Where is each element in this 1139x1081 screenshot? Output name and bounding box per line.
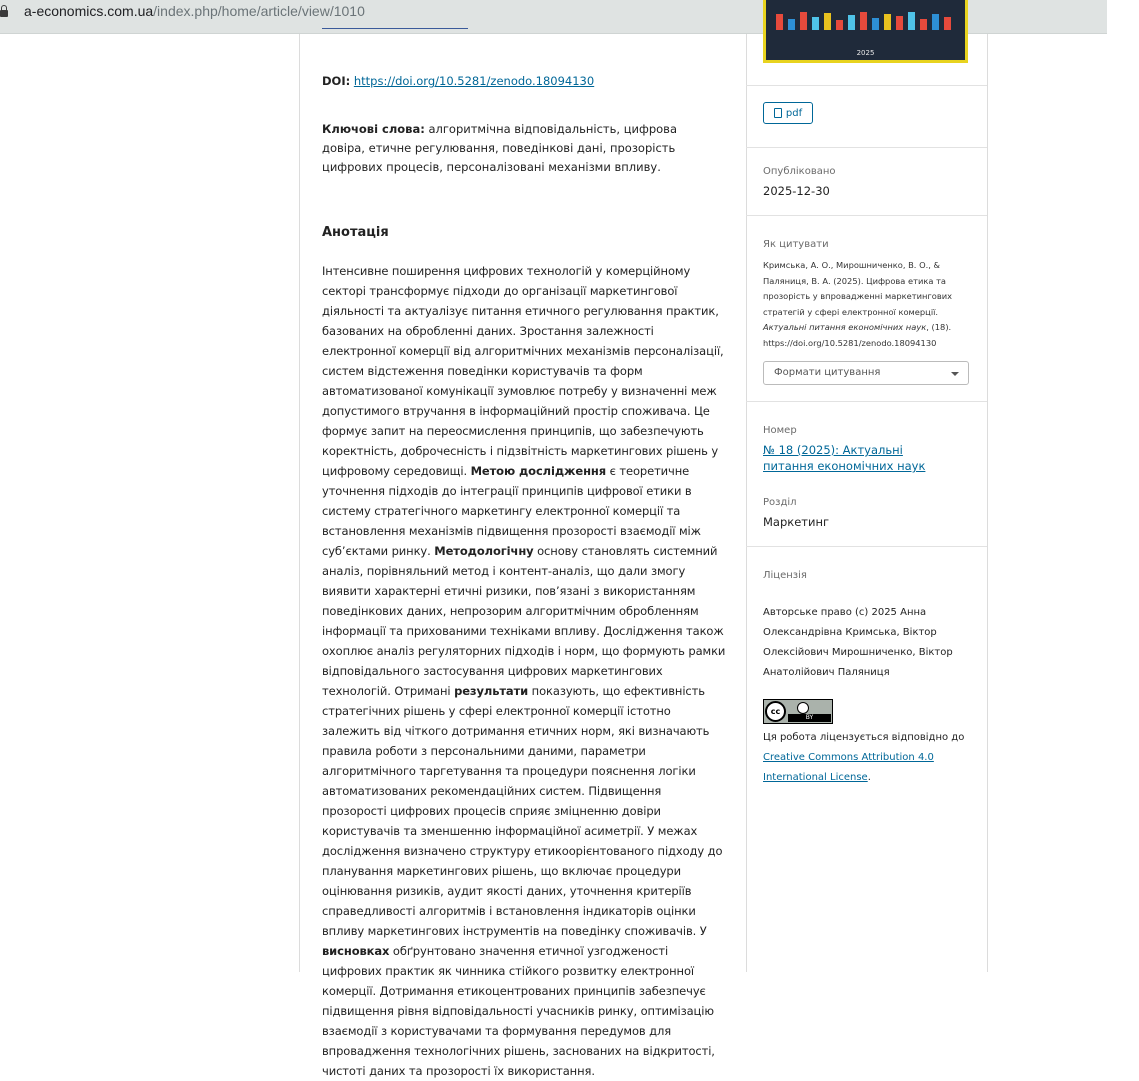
citation-part: , (18). https://doi.org/10.5281/zenodo.18094130 — [763, 322, 952, 348]
issue-cover-image[interactable] — [763, 0, 968, 63]
abstract-bold: висновках — [322, 944, 390, 958]
license-note — [763, 728, 968, 788]
abstract-bold: Методологічну — [434, 544, 534, 558]
keywords-text: алгоритмічна відповідальність, цифрова довіра, етичне регулювання, поведінкові дані, прозорість цифрових процесів, персоналізовані механізми впливу. — [322, 122, 677, 174]
abstract-part: показують, що ефективність стратегічних рішень у сфері електронної комерції істотно залежить від чіткого дотримання етичних норм, які визначають правила роботи з персональними даними, параметри алгоритмічного таргетування та процедури пояснення логіки автоматизованих рекомендаційних систем. Підвищення прозорості цифрових процесів сприяє зміцненню довіри користувачів та зменшенню інформаційної асиметрії. У межах дослідження визначено структуру етикоорієнтованого підходу до планування маркетингових рішень, що включає процедури оцінювання ризиків, аудит якості даних, уточнення критеріїв справедливості алгоритмів і встановлення індикаторів оцінки впливу маркетингових інструментів на поведінку споживачів. У — [322, 684, 723, 938]
sidebar-divider-5 — [746, 546, 987, 547]
abstract-bold: Метою дослідження — [470, 464, 607, 478]
issue-label: Номер — [763, 425, 797, 436]
abstract-part: Інтенсивне поширення цифрових технологій у комерційному секторі трансформує підходи до організації маркетингової діяльності та актуалізує питання етичного регулювання практик, базованих на обробленні даних. Зростання залежності електронної комерції від алгоритмічних механізмів персоналізації, систем відстеження поведінки користувачів та форм автоматизованої комунікації зумовлює потребу у визначенні меж допустимого втручання в інформаційний простір споживача. Це формує запит на переосмислення принципів, що забезпечують коректність, доброчесність і підзвітність маркетингових рішень у цифровому середовищі. — [322, 264, 724, 478]
abstract-heading: Анотація — [322, 225, 389, 240]
abstract-part: є теоретичне уточнення підходів до інтеграції принципів цифрової етики в систему стратегічного маркетингу електронної комерції та встановлення механізмів підвищення прозорості взаємодії між суб’єктами ринку. — [322, 464, 701, 558]
license-prefix: Ця робота ліцензується відповідно до — [763, 732, 965, 743]
citation-part: Кримська, А. О., Мирошниченко, В. О., & Паляниця, В. А. (2025). Цифрова етика та прозорість у впровадженні маркетингових стратегій у сфері електронної комерції. — [763, 260, 953, 317]
cut-off-link[interactable] — [322, 28, 468, 29]
citation-journal: Актуальні питання економічних наук — [763, 322, 927, 333]
license-suffix: . — [867, 772, 871, 783]
sidebar-divider-3 — [746, 215, 987, 216]
citation-text — [763, 258, 969, 352]
lock-icon — [0, 5, 8, 17]
url-path: /index.php/home/article/view/1010 — [153, 3, 365, 19]
license-link[interactable]: Creative Commons Attribution 4.0 International License — [763, 752, 934, 783]
doi-label: DOI: — [322, 74, 351, 88]
attribution-icon — [797, 702, 809, 714]
keywords-label: Ключові слова: — [322, 122, 425, 136]
published-label: Опубліковано — [763, 166, 836, 177]
doi-link[interactable]: https://doi.org/10.5281/zenodo.18094130 — [353, 74, 595, 88]
sidebar-divider-1 — [746, 85, 987, 86]
section-value: Маркетинг — [763, 515, 830, 529]
pdf-button-label: pdf — [785, 107, 803, 119]
cover-year: 2025 — [856, 49, 875, 57]
abstract-part: обґрунтовано значення етичної узгодженості цифрових практик як чинника стійкого розвитку електронної комерції. Дотримання етикоцентрованих принципів забезпечує підвищення рівня відповідальності учасників ринку, оптимізацію взаємодії з користувачами та формування передумов для впровадження технологічних рішень, заснованих на відкритості, чистоті даних та прозорості їх використання. — [322, 944, 715, 1078]
license-label: Ліцензія — [763, 570, 807, 581]
sidebar-divider-2 — [746, 147, 987, 148]
section-label: Розділ — [763, 497, 797, 508]
by-icon: BY — [788, 714, 831, 722]
sidebar-divider-4 — [746, 401, 987, 402]
url-domain: a-economics.com.ua — [24, 3, 154, 19]
published-date: 2025-12-30 — [763, 184, 830, 198]
sidebar-right-border — [987, 34, 988, 972]
citation-formats-dropdown[interactable] — [763, 361, 969, 385]
abstract-text — [322, 261, 727, 1081]
sidebar-left-border — [746, 34, 747, 972]
abstract-bold: результати — [454, 684, 529, 698]
copyright-text: Авторське право (c) 2025 Анна Олександрівна Кримська, Віктор Олексійович Мирошниченко, Віктор Анатолійович Паляниця — [763, 607, 953, 678]
cc-icon: cc — [765, 701, 786, 722]
cite-label: Як цитувати — [763, 239, 829, 250]
pdf-file-icon — [774, 108, 782, 118]
pdf-download-button[interactable] — [763, 102, 813, 124]
chevron-down-icon — [951, 372, 959, 376]
abstract-part: основу становлять системний аналіз, порівняльний метод і контент-аналіз, що дали змогу виявити характерні етичні ризики, пов’язані з використанням поведінкових даних, непрозорим алгоритмічним обробленням інформації та прихованими техніками впливу. Дослідження також охоплює аналіз регуляторних підходів і норм, що формують рамки відповідального застосування цифрових маркетингових технологій. Отримані — [322, 544, 726, 698]
keywords-block — [322, 120, 722, 177]
url-field[interactable] — [24, 2, 365, 20]
citation-formats-label: Формати цитування — [774, 367, 881, 378]
cc-by-badge[interactable] — [763, 699, 833, 724]
issue-link[interactable]: № 18 (2025): Актуальні питання економічних наук — [763, 443, 926, 473]
doi-line — [322, 74, 594, 88]
main-left-border — [299, 34, 300, 972]
